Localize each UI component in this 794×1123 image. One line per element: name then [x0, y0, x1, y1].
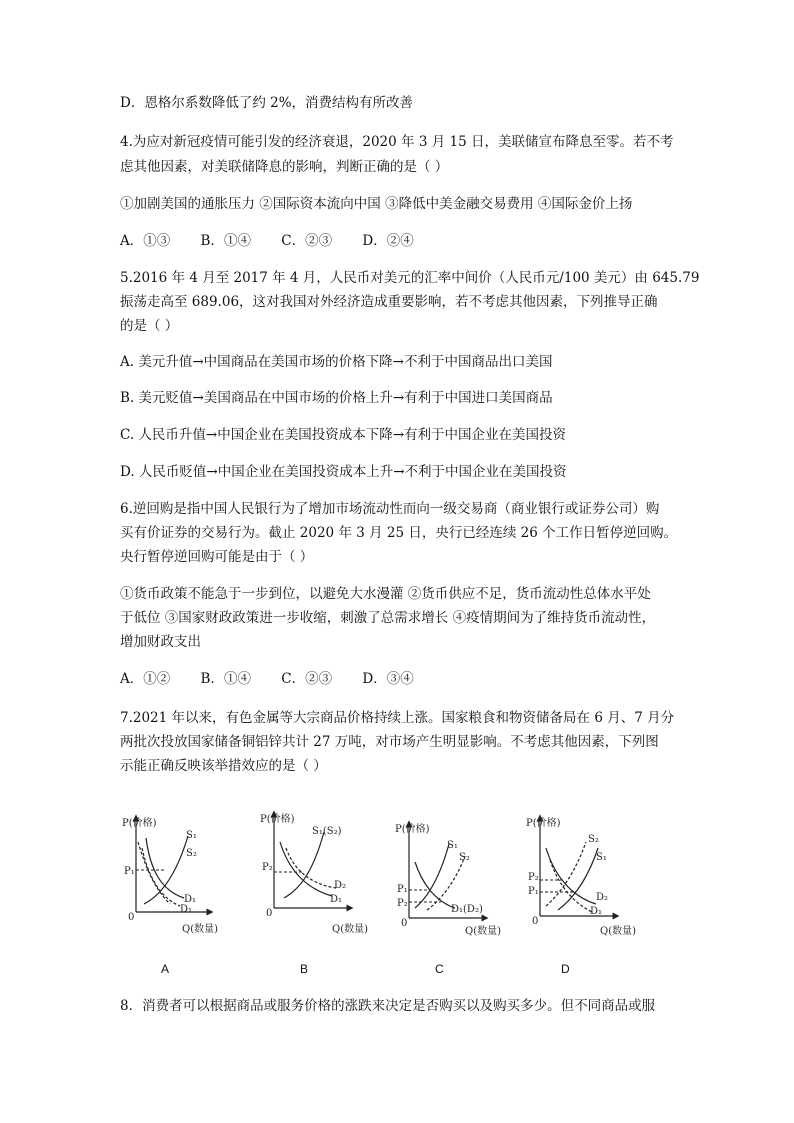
- q5-option-d: D. 人民币贬值→中国企业在美国投资成本上升→不利于中国企业在美国投资: [120, 464, 567, 480]
- supply-curve-s1: [558, 848, 598, 910]
- q4-stem-line2: 虑其他因素，对美联储降息的影响，判断正确的是（ ）: [120, 159, 449, 175]
- x-axis-label: Q(数量): [332, 924, 369, 935]
- q6-choice-d: D．③④: [362, 671, 414, 687]
- s2-label: S₂: [186, 848, 197, 859]
- q6-stem-line1: 6.逆回购是指中国人民银行为了增加市场流动性而向一级交易商（商业银行或证券公司）购: [120, 501, 660, 517]
- x-axis-label: Q(数量): [182, 924, 219, 935]
- q4-choice-c: C．②③: [281, 233, 333, 249]
- d2-label: D₁: [180, 904, 193, 915]
- demand-curve-d2: [550, 860, 592, 912]
- d1-label: D₁(D₂): [451, 904, 483, 915]
- y-axis-label: P(价格): [526, 818, 561, 829]
- q5-option-a: A. 美元升值→中国商品在美国市场的价格下降→不利于中国商品出口美国: [120, 354, 553, 370]
- q7-stem-line3: 示能正确反映该举措效应的是（ ）: [120, 758, 327, 774]
- q4-statements: ①加剧美国的通胀压力 ②国际资本流向中国 ③降低中美金融交易费用 ④国际金价上扬: [120, 196, 633, 212]
- graph-c: [393, 808, 513, 942]
- q6-choices: [120, 668, 690, 690]
- d1-label: D₂: [334, 880, 347, 891]
- q6-stem-line3: 央行暂停逆回购可能是由于（ ）: [120, 549, 314, 565]
- x-axis-label: Q(数量): [600, 926, 637, 937]
- q6-statements-line3: 增加财政支出: [120, 634, 201, 650]
- q4-choice-a: A．①③: [120, 233, 171, 249]
- q5-option-b: B. 美元贬值→美国商品在中国市场的价格上升→有利于中国进口美国商品: [120, 390, 553, 406]
- q5-stem-line3: 的是（ ）: [120, 318, 179, 334]
- s2-label: S₂: [459, 852, 470, 863]
- q7-stem-line2: 两批次投放国家储备铜铝锌共计 27 万吨，对市场产生明显影响。不考虑其他因素，下列图: [120, 734, 659, 750]
- graph-b: [258, 808, 378, 942]
- q6-statements-line1: ①货币政策不能急于一步到位，以避免大水漫灌 ②货币供应不足，货币流动性总体水平处: [120, 586, 651, 602]
- supply-curve-s2: [427, 856, 465, 910]
- q4-choice-d: D．②④: [362, 233, 414, 249]
- origin-label: 0: [266, 908, 273, 919]
- q4-stem-line1: 4.为应对新冠疫情可能引发的经济衰退，2020 年 3 月 15 日，美联储宣布降息至零。若不考: [120, 134, 674, 150]
- q8-stem-line1: 8．消费者可以根据商品或服务价格的涨跌来决定是否购买以及购买多少。但不同商品或服: [120, 998, 656, 1014]
- graph-a: [120, 808, 240, 942]
- origin-label: 0: [128, 912, 135, 923]
- q3-option-d: D．恩格尔系数降低了约 2%，消费结构有所改善: [120, 95, 414, 111]
- p-label: P₁: [124, 866, 135, 877]
- graph-c-label: C: [435, 962, 444, 976]
- supply-curve-s2: [138, 842, 170, 904]
- graph-d-label: D: [561, 962, 570, 976]
- origin-label: 0: [401, 918, 408, 929]
- x-axis-label: Q(数量): [465, 926, 502, 937]
- d1-label: D₁: [590, 906, 603, 917]
- s1-label: S₁: [447, 840, 458, 851]
- q5-stem-line1: 5.2016 年 4 月至 2017 年 4 月，人民币对美元的汇率中间价（人民币元/100 美元）由 645.79: [120, 270, 700, 286]
- q6-stem-line2: 买有价证券的交易行为。截止 2020 年 3 月 25 日，央行已经连续 26 个工作日暂停逆回购。: [120, 525, 678, 541]
- q6-choice-a: A．①②: [120, 671, 171, 687]
- s1-label: S₁(S₂): [312, 826, 342, 837]
- q5-option-c: C. 人民币升值→中国企业在美国投资成本下降→有利于中国企业在美国投资: [120, 427, 567, 443]
- q6-statements-line2: 于低位 ③国家财政政策进一步收缩，刺激了总需求增长 ④疫情期间为了维持货币流动性，: [120, 610, 656, 626]
- y-axis-label: P(价格): [395, 824, 430, 835]
- p1-label: P₁: [397, 884, 408, 895]
- p-label: P₂: [262, 862, 273, 873]
- demand-curve-d2: [142, 848, 180, 906]
- demand-curve-d1: [146, 838, 184, 898]
- p2-label: P₂: [528, 872, 539, 883]
- origin-label: 0: [532, 916, 539, 927]
- q7-stem-line1: 7.2021 年以来，有色金属等大宗商品价格持续上涨。国家粮食和物资储备局在 6 月、7 月分: [120, 710, 675, 726]
- y-axis-label: P(价格): [122, 818, 157, 829]
- d2-label: D₁: [330, 894, 343, 905]
- d1-label: D₁: [184, 894, 197, 905]
- y-axis-label: P(价格): [260, 814, 295, 825]
- s2-label: S₂: [588, 834, 599, 845]
- q6-choice-c: C．②③: [281, 671, 333, 687]
- q4-choices: [120, 230, 690, 252]
- demand-curve-d1: [415, 862, 455, 908]
- s1-label: S₁: [186, 830, 197, 841]
- d2-label: D₂: [596, 892, 609, 903]
- q4-choice-b: B．①④: [200, 233, 251, 249]
- graph-a-label: A: [161, 962, 170, 976]
- p2-label: P₂: [397, 898, 408, 909]
- p1-label: P₁: [528, 886, 539, 897]
- graph-d: [524, 808, 644, 942]
- s1-label: S₁: [596, 852, 607, 863]
- q6-choice-b: B．①④: [200, 671, 251, 687]
- graph-b-label: B: [300, 962, 309, 976]
- demand-curve-d1: [280, 842, 332, 896]
- q5-stem-line2: 振荡走高至 689.06，这对我国对外经济造成重要影响，若不考虑其他因素，下列推导正确: [120, 294, 658, 310]
